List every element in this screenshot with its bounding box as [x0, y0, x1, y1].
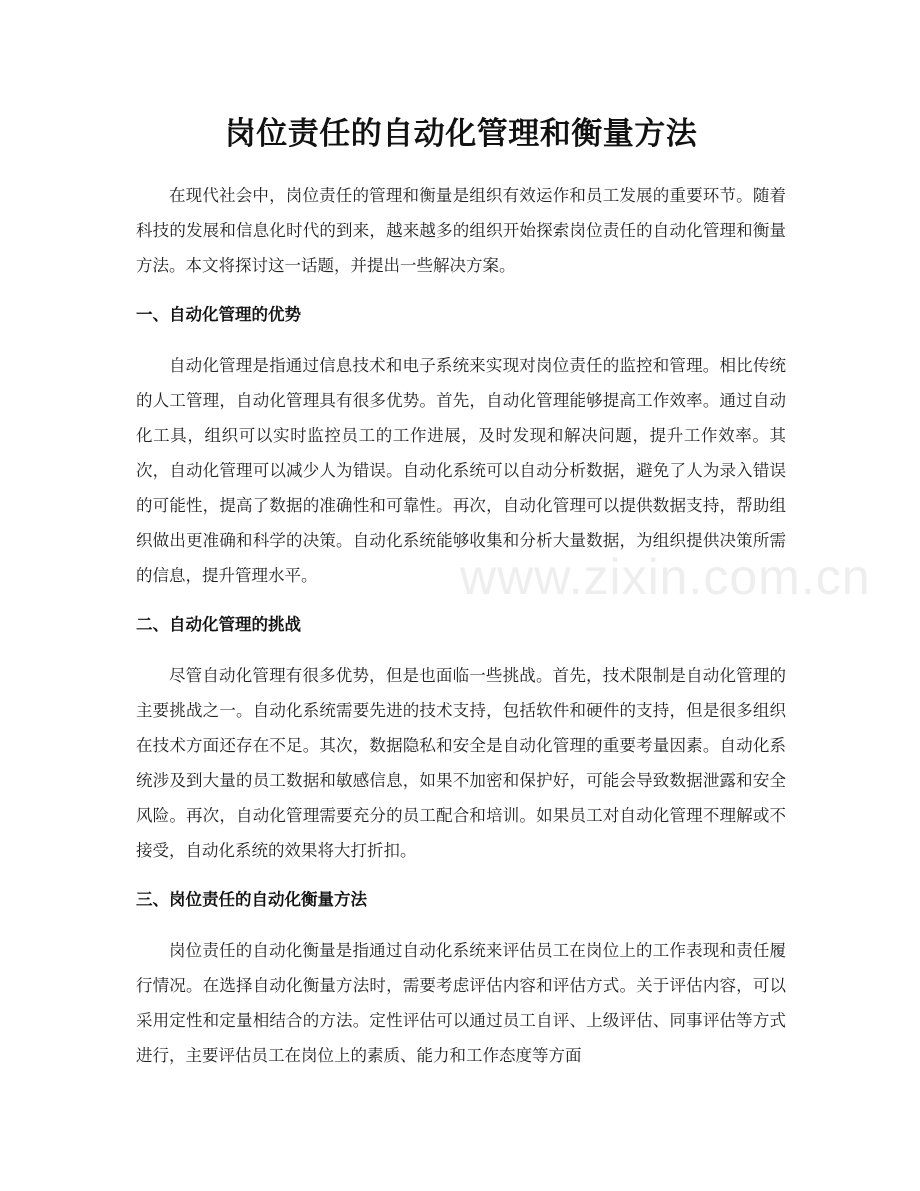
section-3-paragraph: 岗位责任的自动化衡量是指通过自动化系统来评估员工在岗位上的工作表现和责任履行情况。在选择自动化衡量方法时，需要考虑评估内容和评估方式。关于评估内容，可以采用定性和定量相结合的方法。定性评估可以通过员工自评、上级评估、同事评估等方式进行，主要评估员工在岗位上的素质、能力和工作态度等方面 [136, 941, 786, 1065]
intro-paragraph: 在现代社会中，岗位责任的管理和衡量是组织有效运作和员工发展的重要环节。随着科技的发展和信息化时代的到来，越来越多的组织开始探索岗位责任的自动化管理和衡量方法。本文将探讨这一话题，并提出一些解决方案。 [136, 186, 786, 275]
watermark: www.zixin.com.cn [460, 549, 871, 605]
section-1-paragraph: 自动化管理是指通过信息技术和电子系统来实现对岗位责任的监控和管理。相比传统的人工管理，自动化管理具有很多优势。首先，自动化管理能够提高工作效率。通过自动化工具，组织可以实时监控员工的工作进展，及时发现和解决问题，提升工作效率。其次，自动化管理可以减少人为错误。自动化系统可以自动分析数据，避免了人为录入错误的可能性，提高了数据的准确性和可靠性。再次，自动化管理可以提供数据支持，帮助组织做出更准确和科学的决策。自动化系统能够收集和分析大量数据，为组织提供决策所需的信息，提升管理水平。 [136, 356, 786, 585]
section-1-heading: 一、自动化管理的优势 [136, 305, 301, 324]
section-3-heading: 三、岗位责任的自动化衡量方法 [136, 890, 367, 909]
section-2-paragraph: 尽管自动化管理有很多优势，但是也面临一些挑战。首先，技术限制是自动化管理的主要挑战之一。自动化系统需要先进的技术支持，包括软件和硬件的支持，但是很多组织在技术方面还存在不足。其次，数据隐私和安全是自动化管理的重要考量因素。自动化系统涉及到大量的员工数据和敏感信息，如果不加密和保护好，可能会导致数据泄露和安全风险。再次，自动化管理需要充分的员工配合和培训。如果员工对自动化管理不理解或不接受，自动化系统的效果将大打折扣。 [136, 666, 786, 860]
section-2-heading: 二、自动化管理的挑战 [136, 615, 301, 634]
document-title: 岗位责任的自动化管理和衡量方法 [224, 116, 698, 152]
document-page [136, 0, 786, 1073]
